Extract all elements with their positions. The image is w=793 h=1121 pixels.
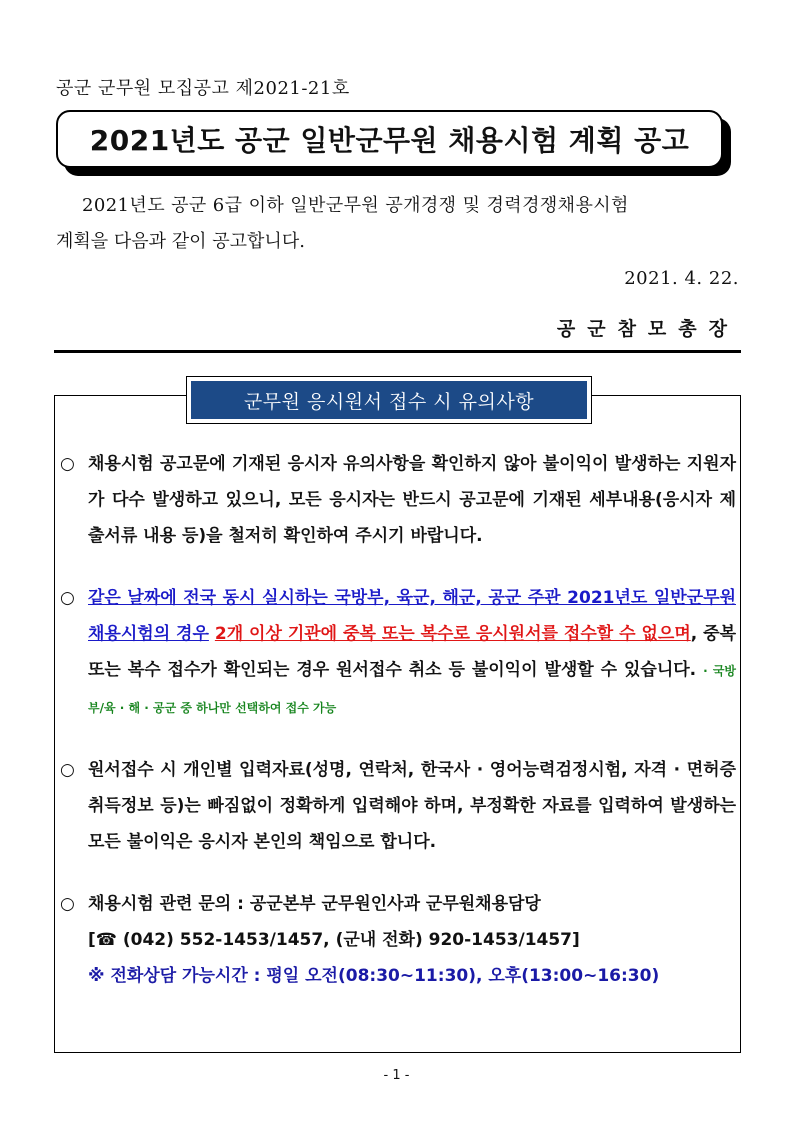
bullet-icon: ○: [60, 894, 75, 914]
notice-items: [60, 446, 736, 994]
notice-title: 군무원 응시원서 접수 시 유의사항: [243, 390, 535, 413]
bullet-icon: ○: [60, 588, 75, 608]
contact-line-1: 채용시험 관련 문의 : 공군본부 군무원인사과 군무원채용담당: [88, 894, 541, 914]
signer: 공군참모총장: [556, 318, 739, 340]
notice-item-2: [60, 580, 736, 726]
contact-hours: ※ 전화상담 가능시간 : 평일 오전(08:30~11:30), 오후(13:00~16:30): [88, 966, 660, 986]
title-box: [56, 110, 723, 168]
doc-number: 공군 군무원 모집공고 제2021-21호: [56, 78, 350, 99]
contact-line-2: [☎ (042) 552-1453/1457, (군내 전화) 920-1453/1457]: [88, 930, 580, 950]
title-banner: [56, 110, 741, 176]
announcement-date: 2021. 4. 22.: [624, 268, 739, 289]
notice-item-1: [60, 446, 736, 554]
notice-item-2-plain: , 중복 또는 복수 접수가 확인되는 경우 원서접수 취소 등 불이익이 발생할 수 있습니다.: [88, 624, 736, 680]
notice-title-box: [186, 376, 592, 424]
intro-paragraph: [56, 188, 740, 260]
page-number: - 1 -: [383, 1068, 410, 1083]
notice-title-fill: [191, 381, 587, 419]
notice-item-3: [60, 752, 736, 860]
bullet-icon: ○: [60, 454, 75, 474]
notice-item-2-red: 2개 이상 기관에 중복 또는 복수로 응시원서를 접수할 수 없으며: [214, 624, 691, 644]
notice-item-4: [60, 886, 736, 994]
bullet-icon: ○: [60, 760, 75, 780]
divider: [54, 350, 741, 353]
notice-item-3-text: 원서접수 시 개인별 입력자료(성명, 연락처, 한국사 · 영어능력검정시험, 자격 · 면허증 취득정보 등)는 빠짐없이 정확하게 입력해야 하며, 부정확한 자료를 입력하여 발생하는 모든 불이익은 응시자 본인의 책임으로 합니다.: [88, 760, 736, 852]
intro-line-2: 계획을 다음과 같이 공고합니다.: [56, 231, 305, 252]
notice-item-1-text: 채용시험 공고문에 기재된 응시자 유의사항을 확인하지 않아 불이익이 발생하는 지원자가 다수 발생하고 있으니, 모든 응시자는 반드시 공고문에 기재된 세부내용(응시자 제출서류 내용 등)을 철저히 확인하여 주시기 바랍니다.: [88, 454, 736, 546]
page-title: 2021년도 공군 일반군무원 채용시험 계획 공고: [89, 124, 690, 157]
notice-item-2-blue: 같은 날짜에 전국 동시 실시하는 국방부, 육군, 해군, 공군 주관 2021년도 일반군무원 채용시험의 경우: [88, 588, 736, 644]
intro-line-1: 2021년도 공군 6급 이하 일반군무원 공개경쟁 및 경력경쟁채용시험: [82, 195, 629, 216]
notice-item-2-note: · 국방부/육 · 해 · 공군 중 하나만 선택하여 접수 가능: [88, 664, 737, 715]
notice-item-2-text: [88, 580, 736, 726]
